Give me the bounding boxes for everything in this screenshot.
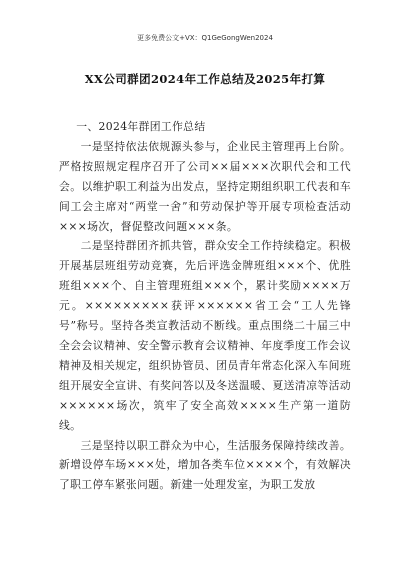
section-heading: 一、2024年群团工作总结 <box>76 120 206 133</box>
header-note: 更多免费公文+VX：Q1GeGongWen2024 <box>137 34 273 42</box>
paragraph-2: 二是坚持群团齐抓共管，群众安全工作持续稳定。积极开展基层班组劳动竞赛，先后评选金牌班组×××个、优胜班组×××个、自主管理班组×××个，累计奖励××××万元。×××××××××获评××××××省工会“工人先锋号”称号。坚持各类宣教活动不断线。重点围绕二十届三中全会会议精神、安全警示教育会议精神、年度季度工作会议精神及相关规定，组织协管员、团员青年常态化深入车间班组开展安全宣讲、有奖问答以及冬送温暖、夏送清凉等活动××××××场次，筑牢了安全高效××××生产第一道防线。 <box>59 239 351 432</box>
paragraph-3: 三是坚持以职工群众为中心，生活服务保障持续改善。新增设停车场×××处，增加各类车位××××个，有效解决了职工停车紧张问题。新建一处理发室，为职工发放 <box>59 438 351 492</box>
document-title: XX公司群团2024年工作总结及2025年打算 <box>84 72 326 86</box>
paragraph-1: 一是坚持依法依规源头参与，企业民主管理再上台阶。严格按照规定程序召开了公司××届×××次职代会和工代会。以维护职工利益为出发点，坚持定期组织职工代表和车间工会主席对“两堂一舍”和劳动保护等开展专项检查活动×××场次，督促整改问题×××条。 <box>59 139 351 233</box>
document-body <box>59 117 351 495</box>
